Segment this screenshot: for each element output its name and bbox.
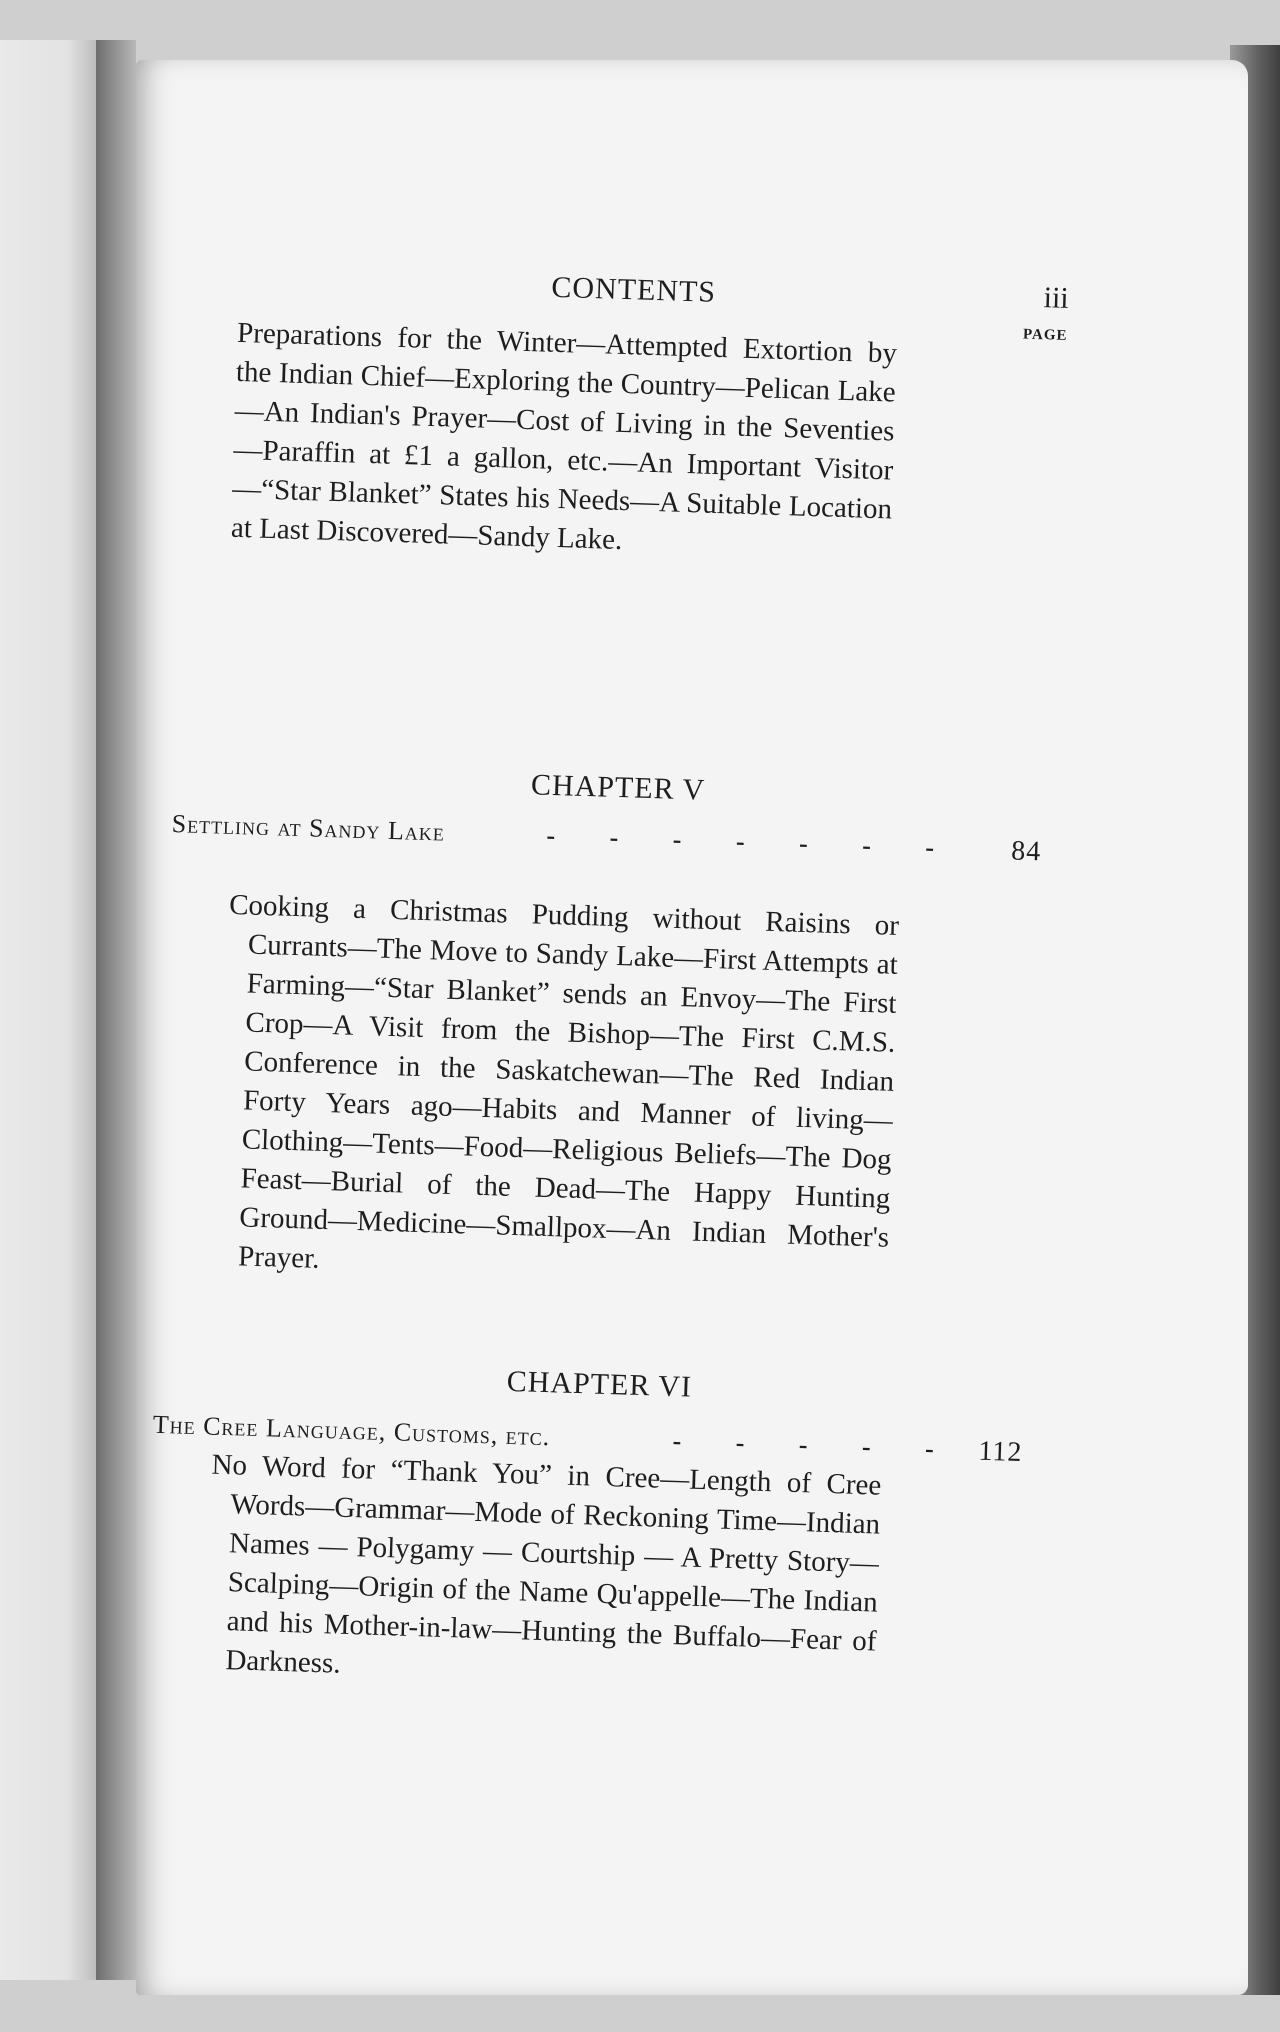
page-column-label: PAGE (1022, 326, 1068, 344)
book-page (136, 60, 1248, 1995)
chapter-page-number: 84 (1010, 835, 1042, 868)
facing-page-edge (0, 40, 96, 1980)
chapter-summary: Cooking a Christmas Pudding without Raisins or Currants—The Move to Sandy Lake—First Attempts at Farming—“Star Blanket” sends an Envoy—The First Crop—A Visit from the Bishop—The First C.M.S. Conference in the Saskatchewan—The Red Indian Forty Years ago—Habits and Manner of living—Clothing—Tents—Food—Religious Beliefs—The Dog Feast—Burial of the Dead—The Happy Hunting Ground—Medicine—Smallpox—An Indian Mother's Prayer. (228, 888, 900, 1275)
toc-entry (171, 809, 1042, 876)
continued-chapter-summary: Preparations for the Winter—Attempted Extortion by the Indian Chief—Exploring the Country—Pelican Lake—An Indian's Prayer—Cost of Living in the Seventies—Paraffin at £1 a gallon, etc.—An Important Visitor—“Star Blanket” States his Needs—A Suitable Location at Last Discovered—Sandy Lake. (230, 316, 898, 557)
page-content (75, 43, 1247, 2012)
chapter-title: The Cree Language, Customs, etc. (152, 1409, 551, 1452)
page-header-title: CONTENTS (550, 270, 717, 309)
dot-leader: - - - - - (672, 1426, 959, 1465)
chapter-heading: CHAPTER VI (506, 1364, 693, 1404)
page-number: iii (1043, 281, 1070, 315)
chapter-summary: No Word for “Thank You” in Cree—Length of Cree Words—Grammar—Mode of Reckoning Time—Indian Names — Polygamy — Courtship — A Pretty Story—Scalping—Origin of the Name Qu'appelle—The Indian and his Mother-in-law—Hunting the Buffalo—Fear of Darkness. (211, 1448, 882, 1680)
dot-leader: - - - - - - - (546, 820, 959, 863)
chapter-heading: CHAPTER V (530, 768, 706, 807)
chapter-title: Settling at Sandy Lake (171, 809, 446, 847)
chapter-page-number: 112 (977, 1435, 1023, 1469)
